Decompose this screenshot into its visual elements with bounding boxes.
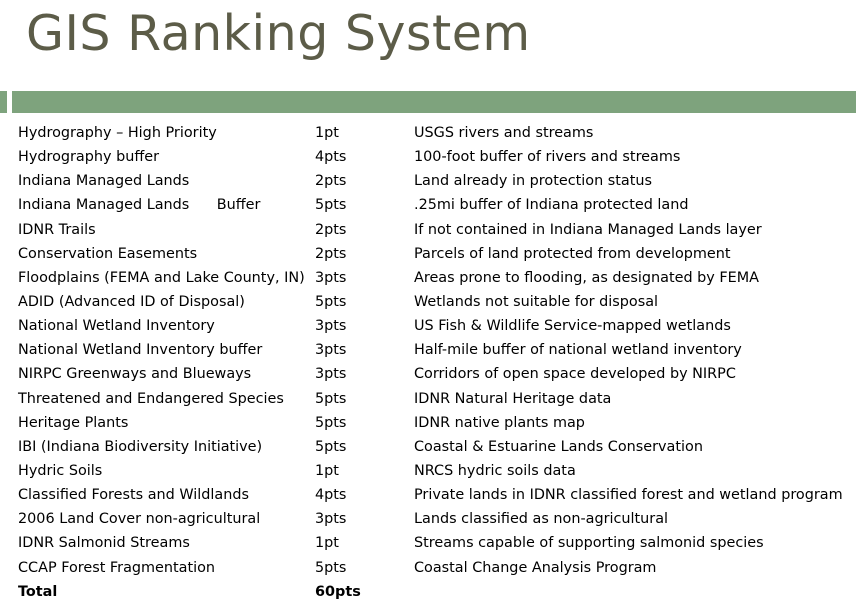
table-row (18, 169, 854, 193)
table-row (18, 266, 854, 290)
row-description: US Fish & Wildlife Service-mapped wetlands (414, 318, 731, 335)
row-name: NIRPC Greenways and Blueways (18, 366, 252, 383)
row-name: Conservation Easements (18, 245, 198, 262)
table-row (18, 362, 854, 386)
accent-bar (12, 91, 856, 113)
table-row (18, 193, 854, 217)
row-description: Corridors of open space developed by NIRPC (414, 366, 736, 383)
table-row (18, 218, 854, 242)
row-name: IDNR Trails (18, 221, 96, 238)
ranking-table (18, 121, 854, 604)
row-name: ADID (Advanced ID of Disposal) (18, 293, 245, 310)
row-description: If not contained in Indiana Managed Lands layer (414, 221, 762, 238)
row-name: Hydrography buffer (18, 149, 160, 166)
row-points: 5pts (315, 414, 347, 431)
table-row (18, 121, 854, 145)
row-points: 5pts (315, 293, 347, 310)
row-name: Floodplains (FEMA and Lake County, IN) (18, 269, 305, 286)
row-points: 2pts (315, 173, 347, 190)
row-description: Streams capable of supporting salmonid species (414, 535, 764, 552)
table-row (18, 314, 854, 338)
row-name: Indiana Managed Lands Buffer (18, 197, 261, 214)
row-name: National Wetland Inventory buffer (18, 342, 263, 359)
row-points: 1pt (315, 462, 339, 479)
row-description: Land already in protection status (414, 173, 652, 190)
table-row (18, 290, 854, 314)
row-name: CCAP Forest Fragmentation (18, 559, 216, 576)
row-points: 5pts (315, 559, 347, 576)
row-description: USGS rivers and streams (414, 125, 594, 141)
row-description: IDNR native plants map (414, 414, 585, 431)
table-row (18, 556, 854, 580)
row-points: 5pts (315, 438, 347, 455)
row-name: Hydrography – High Priority (18, 125, 217, 141)
row-description: Lands classified as non-agricultural (414, 511, 669, 528)
row-name: IDNR Salmonid Streams (18, 535, 190, 552)
table-row (18, 483, 854, 507)
accent-marker (0, 91, 7, 113)
row-name: IBI (Indiana Biodiversity Initiative) (18, 438, 263, 455)
table-row (18, 411, 854, 435)
row-points: 4pts (315, 149, 347, 166)
row-name: Classified Forests and Wildlands (18, 487, 249, 504)
row-points: 5pts (315, 197, 347, 214)
row-points: 2pts (315, 221, 347, 238)
row-description: Coastal Change Analysis Program (414, 559, 657, 576)
row-points: 4pts (315, 487, 347, 504)
row-description: 100-foot buffer of rivers and streams (414, 149, 681, 166)
row-description: NRCS hydric soils data (414, 462, 576, 479)
row-description: Areas prone to flooding, as designated by FEMA (414, 269, 760, 286)
row-name: National Wetland Inventory (18, 318, 215, 335)
table-row (18, 531, 854, 555)
row-description: Half-mile buffer of national wetland inventory (414, 342, 742, 359)
table-row (18, 338, 854, 362)
row-name: Heritage Plants (18, 414, 129, 431)
row-description: Coastal & Estuarine Lands Conservation (414, 438, 703, 455)
row-description: Wetlands not suitable for disposal (414, 293, 659, 310)
table-row (18, 145, 854, 169)
table-row (18, 435, 854, 459)
row-points: 3pts (315, 366, 347, 383)
row-description: Parcels of land protected from development (414, 245, 731, 262)
row-description: Private lands in IDNR classified forest and wetland program (414, 487, 843, 504)
row-name: Hydric Soils (18, 462, 103, 479)
row-name: 2006 Land Cover non-agricultural (18, 511, 261, 528)
row-description: .25mi buffer of Indiana protected land (414, 197, 689, 214)
table-row (18, 507, 854, 531)
row-points: 3pts (315, 511, 347, 528)
row-points: 5pts (315, 390, 347, 407)
total-row (18, 580, 854, 604)
row-points: 3pts (315, 318, 347, 335)
table-row (18, 459, 854, 483)
total-label: Total (18, 583, 58, 600)
row-name: Threatened and Endangered Species (18, 390, 284, 407)
row-points: 1pt (315, 535, 339, 552)
total-points: 60pts (315, 583, 361, 600)
row-points: 2pts (315, 245, 347, 262)
row-description: IDNR Natural Heritage data (414, 390, 612, 407)
slide-title: GIS Ranking System (26, 5, 531, 62)
row-points: 3pts (315, 342, 347, 359)
table-row (18, 387, 854, 411)
row-points: 1pt (315, 125, 339, 141)
row-name: Indiana Managed Lands (18, 173, 190, 190)
table-row (18, 242, 854, 266)
row-points: 3pts (315, 269, 347, 286)
